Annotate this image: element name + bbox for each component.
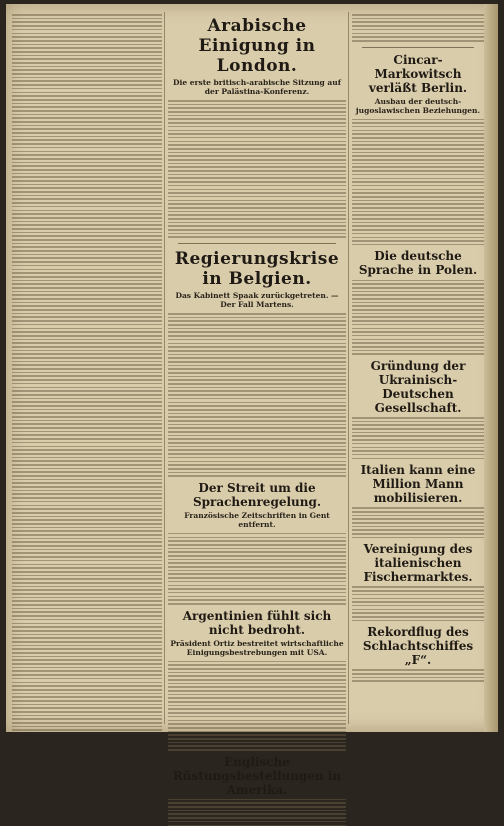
column-left — [12, 12, 162, 724]
article-body-text — [168, 100, 346, 238]
article-body-text — [352, 669, 484, 682]
section-divider — [362, 47, 474, 48]
article-body-text — [168, 533, 346, 605]
column-rule — [164, 12, 165, 724]
subhead-cincar: Ausbau der deutsch-jugoslawischen Beziehungen. — [355, 96, 481, 115]
headline-ukraine-society: Gründung der Ukrainisch-Deutschen Gesellschaft. — [370, 358, 466, 415]
article-body-text — [168, 799, 346, 826]
article-body-text — [352, 417, 484, 459]
article-body-text — [12, 14, 162, 731]
article-body-text — [352, 507, 484, 538]
article-body-text — [352, 14, 484, 41]
column-right — [352, 12, 484, 724]
headline-cincar: Cincar-Markowitsch verläßt Berlin. — [368, 52, 468, 95]
headline-language-dispute: Der Streit um die Sprachenregelung. — [192, 480, 322, 509]
column-rule — [348, 12, 349, 724]
headline-arab-unity: Arabische Einigung in London. — [198, 16, 316, 76]
column-center — [168, 12, 346, 797]
headline-record-flight: Rekordflug des Schlachtschiffes „F“. — [362, 625, 474, 668]
headline-german-poland: Die deutsche Sprache in Polen. — [358, 249, 478, 278]
subhead-belgium-crisis: Das Kabinett Spaak zurückgetreten. — Der Fall Martens. — [175, 291, 339, 310]
article-body-text — [352, 119, 484, 246]
subhead-arab-unity: Die erste britisch-arabische Sitzung auf der Palästina-Konferenz. — [173, 78, 341, 96]
article-body-text — [352, 586, 484, 621]
headline-argentina: Argentinien fühlt sich nicht bedroht. — [182, 608, 332, 637]
headline-italy-army: Italien kann eine Million Mann mobilisieren. — [360, 463, 476, 506]
article-body-text — [168, 661, 346, 751]
subhead-language-dispute: Französische Zeitschriften in Gent entfernt. — [184, 510, 330, 529]
newspaper-page — [6, 4, 498, 797]
subhead-argentina: Präsident Ortiz bestreitet wirtschaftliche Einigungsbestrebungen mit USA. — [170, 638, 344, 657]
headline-fishing: Vereinigung des italienischen Fischermarktes. — [363, 542, 473, 585]
article-body-text — [168, 313, 346, 477]
headline-belgium-crisis: Regierungskrise in Belgien. — [174, 249, 340, 290]
headline-england-armament: Englische Rüstungsbestellungen in Amerika. — [172, 754, 342, 797]
article-body-text — [352, 280, 484, 355]
section-divider — [178, 243, 336, 244]
page-binding-edge — [484, 4, 498, 732]
